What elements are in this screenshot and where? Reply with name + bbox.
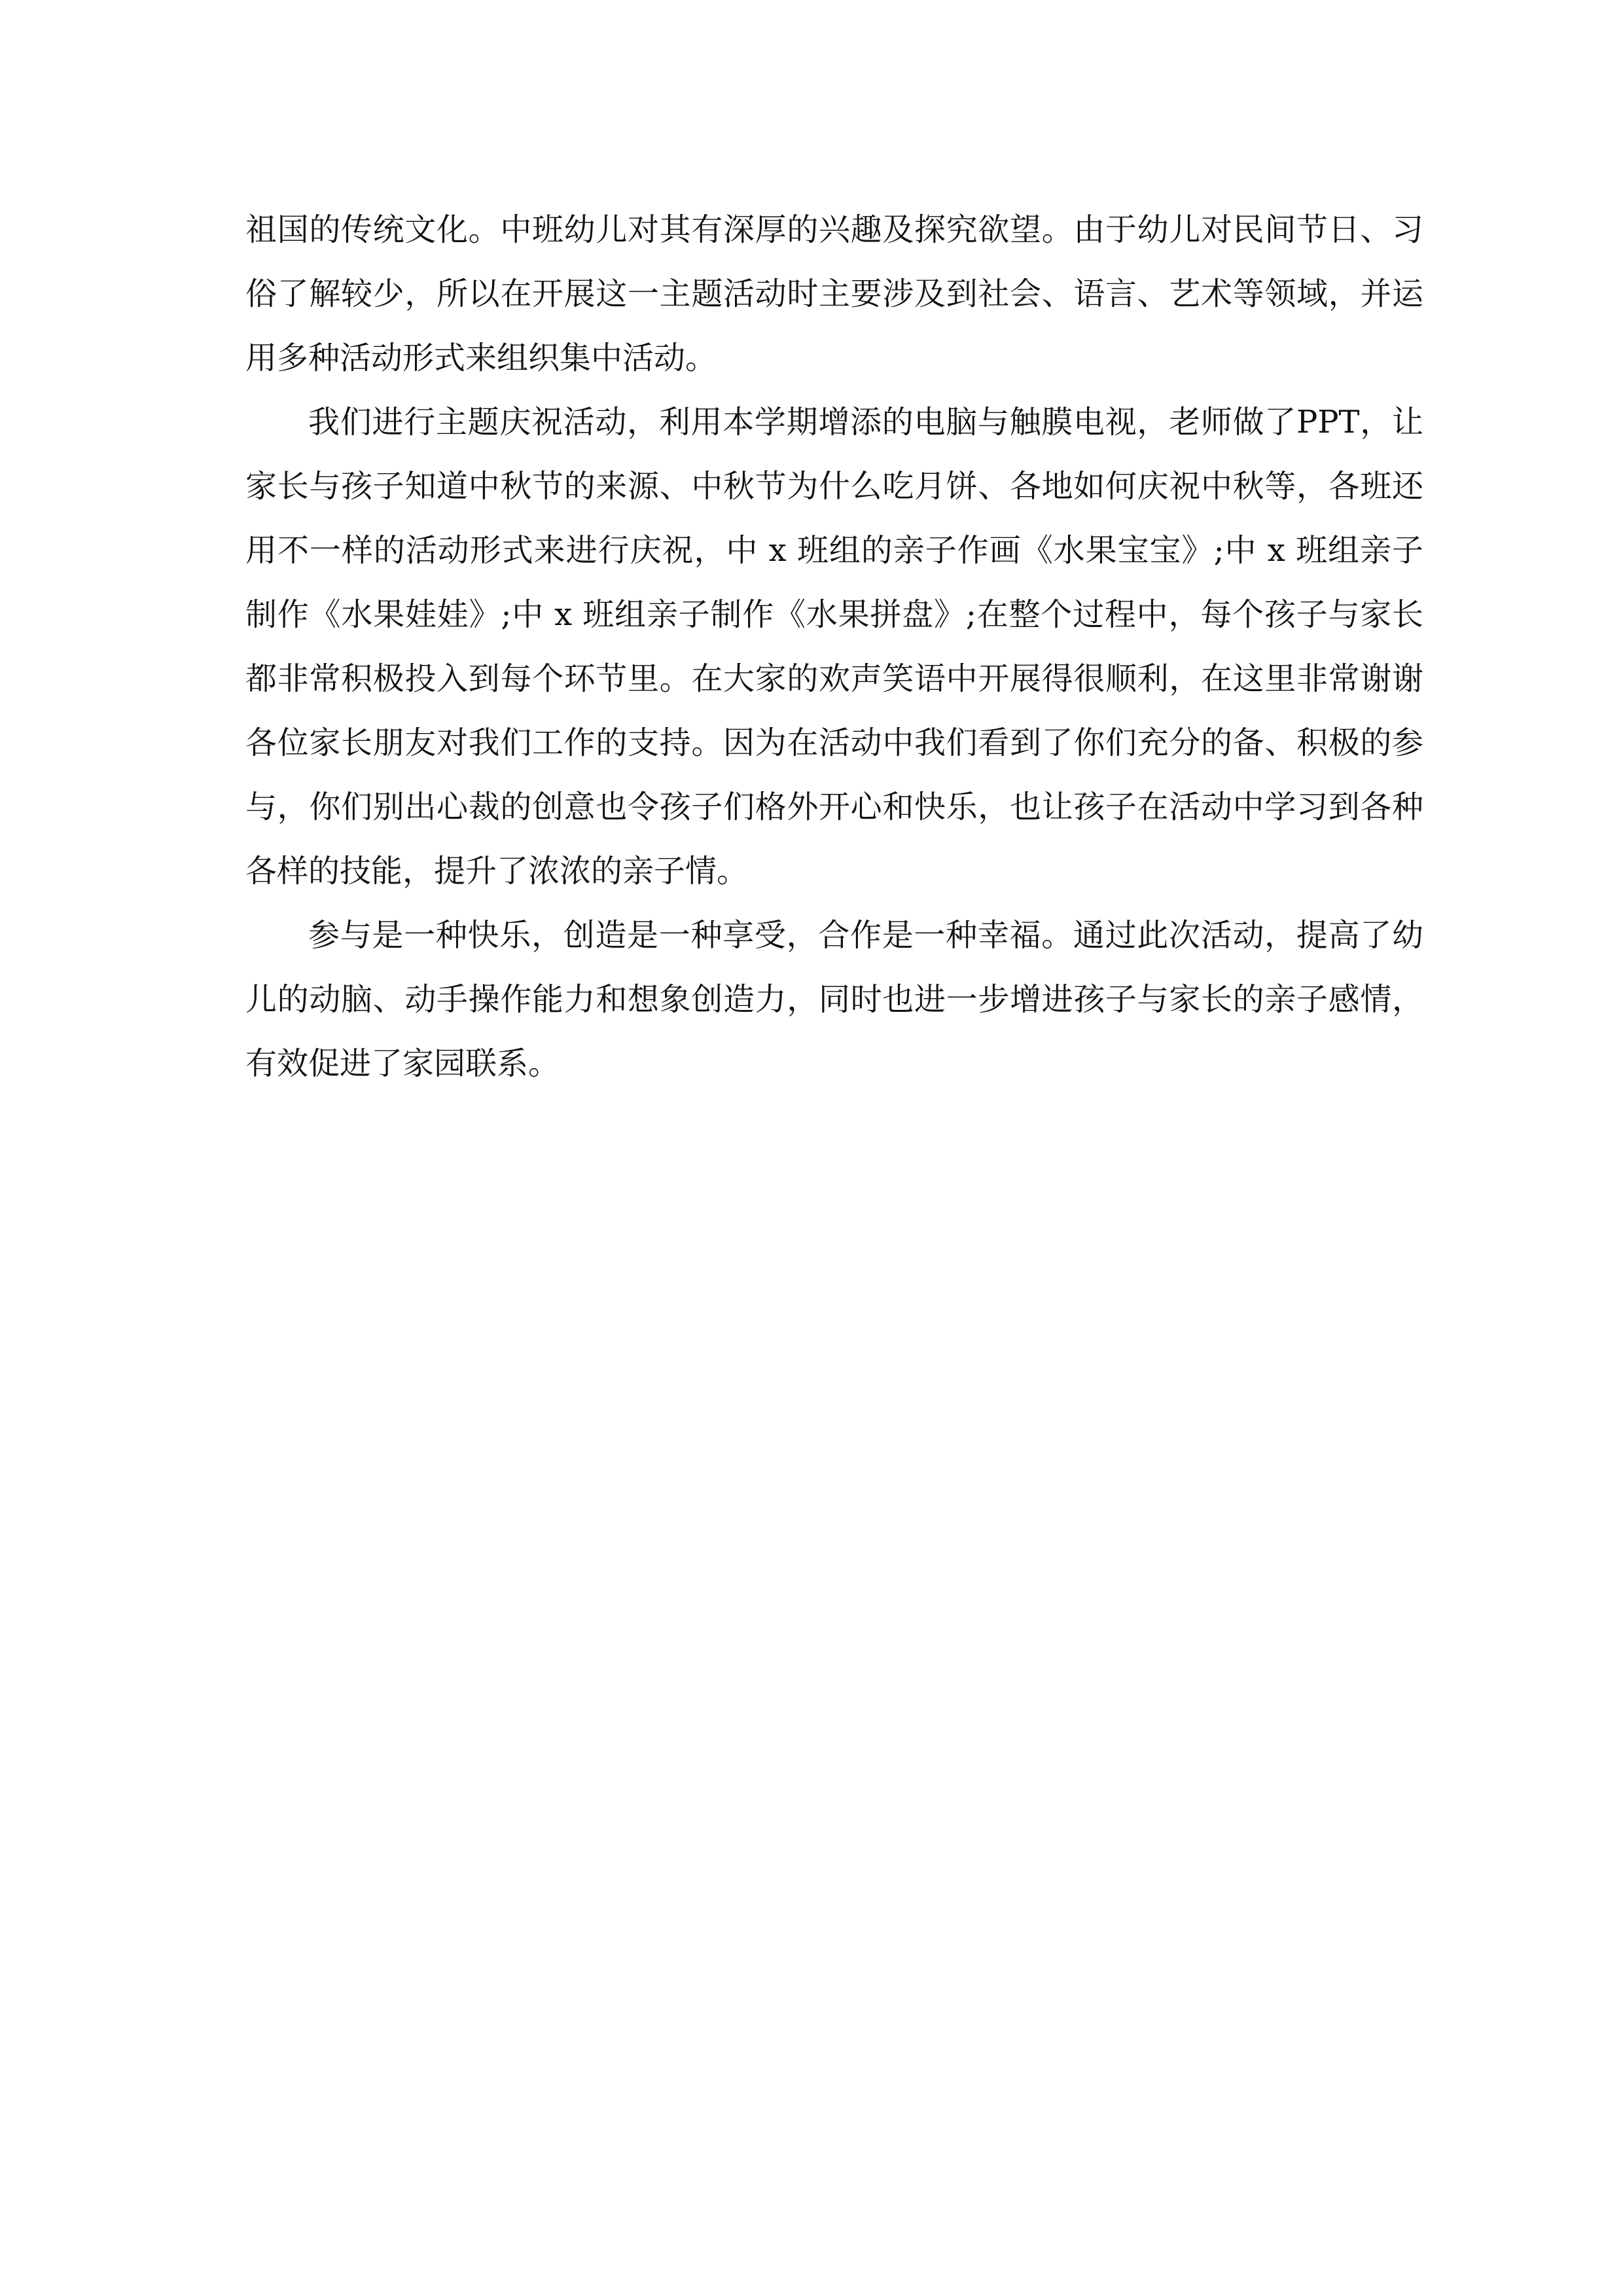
paragraph-conclusion: 参与是一种快乐，创造是一种享受，合作是一种幸福。通过此次活动，提高了幼儿的动脑、动手操作能力和想象创造力，同时也进一步增进孩子与家长的亲子感情，有效促进了家园联系。 xyxy=(245,917,1423,1082)
paragraph-continuation: 祖国的传统文化。中班幼儿对其有深厚的兴趣及探究欲望。由于幼儿对民间节日、习俗了解较少，所以在开展这一主题活动时主要涉及到社会、语言、艺术等领域，并运用多种活动形式来组织集中活动。 xyxy=(245,211,1423,376)
paragraph-activity: 我们进行主题庆祝活动，利用本学期增添的电脑与触膜电视，老师做了PPT，让家长与孩子知道中秋节的来源、中秋节为什么吃月饼、各地如何庆祝中秋等，各班还用不一样的活动形式来进行庆祝，中 x 班组的亲子作画《水果宝宝》;中 x 班组亲子制作《水果娃娃》;中 x 班组亲子制作《水果拼盘》;在整个过程中，每个孩子与家长都非常积极投入到每个环节里。在大家的欢声笑语中开展得很顺利，在这里非常谢谢各位家长朋友对我们工作的支持。因为在活动中我们看到了你们充分的备、积极的参与，你们别出心裁的创意也令孩子们格外开心和快乐，也让孩子在活动中学习到各种各样的技能，提升了浓浓的亲子情。 xyxy=(245,404,1423,889)
document-body xyxy=(245,198,1423,1096)
